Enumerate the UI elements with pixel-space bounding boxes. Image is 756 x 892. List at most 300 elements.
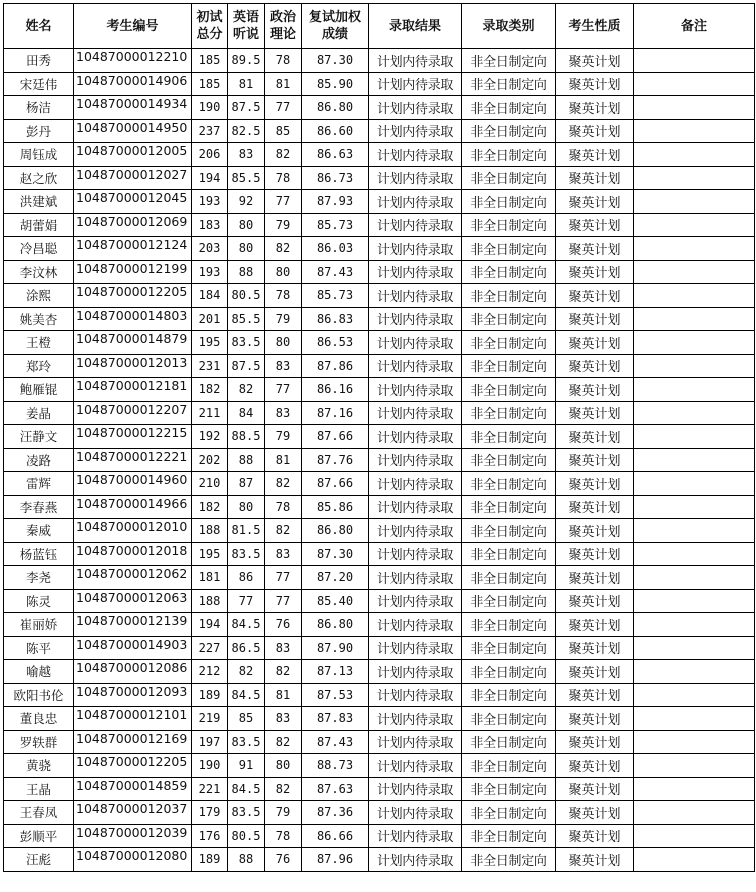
cell-id: 10487000012027: [74, 166, 192, 190]
cell-category: 非全日制定向: [462, 848, 556, 872]
cell-id: 10487000014879: [74, 331, 192, 355]
cell-result: 计划内待录取: [369, 401, 462, 425]
cell-id: 10487000012139: [74, 613, 192, 637]
cell-category: 非全日制定向: [462, 190, 556, 214]
cell-politics: 78: [265, 495, 302, 519]
cell-name: 冷昌聪: [4, 237, 74, 261]
cell-id: 10487000012086: [74, 660, 192, 684]
cell-initial-total: 188: [192, 589, 228, 613]
table-row: [4, 119, 755, 143]
cell-name: 欧阳书伦: [4, 683, 74, 707]
cell-initial-total: 227: [192, 636, 228, 660]
cell-result: 计划内待录取: [369, 49, 462, 73]
cell-id: 10487000012063: [74, 589, 192, 613]
cell-category: 非全日制定向: [462, 401, 556, 425]
cell-politics: 81: [265, 683, 302, 707]
cell-name: 汪静文: [4, 425, 74, 449]
cell-initial-total: 194: [192, 166, 228, 190]
cell-politics: 79: [265, 425, 302, 449]
cell-retest-score: 87.36: [302, 801, 369, 825]
cell-id: 10487000012010: [74, 519, 192, 543]
cell-nature: 聚英计划: [556, 190, 634, 214]
cell-result: 计划内待录取: [369, 307, 462, 331]
cell-english: 87: [228, 472, 265, 496]
cell-initial-total: 190: [192, 96, 228, 120]
cell-politics: 80: [265, 331, 302, 355]
cell-category: 非全日制定向: [462, 237, 556, 261]
cell-initial-total: 179: [192, 801, 228, 825]
cell-category: 非全日制定向: [462, 754, 556, 778]
cell-retest-score: 87.76: [302, 448, 369, 472]
cell-politics: 78: [265, 824, 302, 848]
cell-nature: 聚英计划: [556, 237, 634, 261]
cell-initial-total: 219: [192, 707, 228, 731]
cell-english: 85.5: [228, 166, 265, 190]
cell-result: 计划内待录取: [369, 96, 462, 120]
cell-politics: 81: [265, 448, 302, 472]
cell-retest-score: 87.83: [302, 707, 369, 731]
cell-initial-total: 185: [192, 49, 228, 73]
cell-id: 10487000012221: [74, 448, 192, 472]
cell-id: 10487000012124: [74, 237, 192, 261]
cell-name: 杨蓝钰: [4, 542, 74, 566]
cell-name: 彭丹: [4, 119, 74, 143]
cell-name: 陈平: [4, 636, 74, 660]
cell-category: 非全日制定向: [462, 730, 556, 754]
cell-initial-total: 195: [192, 331, 228, 355]
cell-name: 胡蕾娟: [4, 213, 74, 237]
cell-category: 非全日制定向: [462, 683, 556, 707]
cell-nature: 聚英计划: [556, 425, 634, 449]
cell-retest-score: 87.30: [302, 542, 369, 566]
cell-nature: 聚英计划: [556, 777, 634, 801]
cell-initial-total: 183: [192, 213, 228, 237]
cell-initial-total: 192: [192, 425, 228, 449]
cell-remark: [634, 213, 755, 237]
cell-name: 罗轶群: [4, 730, 74, 754]
cell-nature: 聚英计划: [556, 495, 634, 519]
cell-politics: 79: [265, 307, 302, 331]
cell-result: 计划内待录取: [369, 331, 462, 355]
cell-initial-total: 182: [192, 495, 228, 519]
table-body: [4, 49, 755, 872]
cell-english: 80.5: [228, 284, 265, 308]
cell-id: 10487000012205: [74, 284, 192, 308]
cell-english: 87.5: [228, 96, 265, 120]
cell-id: 10487000012199: [74, 260, 192, 284]
cell-remark: [634, 472, 755, 496]
cell-category: 非全日制定向: [462, 495, 556, 519]
cell-english: 81.5: [228, 519, 265, 543]
cell-name: 王春凤: [4, 801, 74, 825]
cell-retest-score: 86.66: [302, 824, 369, 848]
cell-politics: 83: [265, 401, 302, 425]
cell-id: 10487000012215: [74, 425, 192, 449]
cell-politics: 82: [265, 730, 302, 754]
cell-retest-score: 86.60: [302, 119, 369, 143]
cell-politics: 83: [265, 636, 302, 660]
cell-english: 88: [228, 448, 265, 472]
cell-retest-score: 87.43: [302, 730, 369, 754]
cell-politics: 78: [265, 166, 302, 190]
cell-result: 计划内待录取: [369, 119, 462, 143]
cell-result: 计划内待录取: [369, 72, 462, 96]
table-row: [4, 96, 755, 120]
cell-english: 83.5: [228, 542, 265, 566]
table-row: [4, 636, 755, 660]
cell-result: 计划内待录取: [369, 730, 462, 754]
cell-result: 计划内待录取: [369, 260, 462, 284]
cell-result: 计划内待录取: [369, 566, 462, 590]
cell-category: 非全日制定向: [462, 660, 556, 684]
cell-nature: 聚英计划: [556, 448, 634, 472]
cell-english: 86.5: [228, 636, 265, 660]
header-name: 姓名: [4, 4, 74, 49]
cell-category: 非全日制定向: [462, 354, 556, 378]
cell-remark: [634, 425, 755, 449]
cell-nature: 聚英计划: [556, 824, 634, 848]
table-row: [4, 589, 755, 613]
cell-id: 10487000012069: [74, 213, 192, 237]
cell-retest-score: 87.96: [302, 848, 369, 872]
table-row: [4, 519, 755, 543]
cell-english: 82.5: [228, 119, 265, 143]
cell-id: 10487000014859: [74, 777, 192, 801]
cell-name: 凌路: [4, 448, 74, 472]
cell-category: 非全日制定向: [462, 166, 556, 190]
cell-name: 鲍雁锟: [4, 378, 74, 402]
cell-english: 84.5: [228, 613, 265, 637]
cell-retest-score: 86.16: [302, 378, 369, 402]
cell-politics: 82: [265, 777, 302, 801]
header-initial-total: 初试 总分: [192, 4, 228, 49]
cell-name: 姚美杏: [4, 307, 74, 331]
cell-id: 10487000014803: [74, 307, 192, 331]
cell-politics: 76: [265, 613, 302, 637]
cell-initial-total: 202: [192, 448, 228, 472]
table-row: [4, 213, 755, 237]
cell-id: 10487000012101: [74, 707, 192, 731]
cell-nature: 聚英计划: [556, 683, 634, 707]
cell-english: 88: [228, 848, 265, 872]
cell-id: 10487000014903: [74, 636, 192, 660]
cell-category: 非全日制定向: [462, 284, 556, 308]
cell-category: 非全日制定向: [462, 542, 556, 566]
cell-remark: [634, 378, 755, 402]
cell-id: 10487000012181: [74, 378, 192, 402]
cell-retest-score: 87.66: [302, 425, 369, 449]
cell-english: 84: [228, 401, 265, 425]
cell-retest-score: 86.83: [302, 307, 369, 331]
cell-nature: 聚英计划: [556, 613, 634, 637]
cell-nature: 聚英计划: [556, 401, 634, 425]
cell-nature: 聚英计划: [556, 72, 634, 96]
cell-english: 88: [228, 260, 265, 284]
table-row: [4, 143, 755, 167]
cell-politics: 79: [265, 801, 302, 825]
table-row: [4, 354, 755, 378]
cell-politics: 83: [265, 707, 302, 731]
cell-retest-score: 88.73: [302, 754, 369, 778]
cell-retest-score: 87.53: [302, 683, 369, 707]
table-row: [4, 566, 755, 590]
table-row: [4, 237, 755, 261]
cell-name: 崔丽娇: [4, 613, 74, 637]
cell-remark: [634, 589, 755, 613]
cell-remark: [634, 519, 755, 543]
table-row: [4, 613, 755, 637]
header-remark: 备注: [634, 4, 755, 49]
cell-politics: 82: [265, 143, 302, 167]
cell-name: 董良忠: [4, 707, 74, 731]
cell-politics: 77: [265, 96, 302, 120]
cell-result: 计划内待录取: [369, 213, 462, 237]
cell-retest-score: 85.73: [302, 213, 369, 237]
cell-name: 秦威: [4, 519, 74, 543]
cell-category: 非全日制定向: [462, 119, 556, 143]
cell-remark: [634, 848, 755, 872]
cell-retest-score: 85.86: [302, 495, 369, 519]
cell-nature: 聚英计划: [556, 119, 634, 143]
cell-result: 计划内待录取: [369, 143, 462, 167]
table-row: [4, 754, 755, 778]
cell-english: 80: [228, 213, 265, 237]
cell-name: 姜晶: [4, 401, 74, 425]
cell-nature: 聚英计划: [556, 260, 634, 284]
cell-retest-score: 86.80: [302, 613, 369, 637]
cell-remark: [634, 307, 755, 331]
cell-retest-score: 86.73: [302, 166, 369, 190]
cell-remark: [634, 613, 755, 637]
cell-nature: 聚英计划: [556, 801, 634, 825]
cell-retest-score: 87.63: [302, 777, 369, 801]
cell-politics: 79: [265, 213, 302, 237]
cell-nature: 聚英计划: [556, 636, 634, 660]
cell-id: 10487000014960: [74, 472, 192, 496]
cell-name: 洪建斌: [4, 190, 74, 214]
cell-retest-score: 86.80: [302, 519, 369, 543]
cell-remark: [634, 542, 755, 566]
cell-nature: 聚英计划: [556, 96, 634, 120]
cell-category: 非全日制定向: [462, 72, 556, 96]
cell-name: 李汶林: [4, 260, 74, 284]
cell-politics: 82: [265, 519, 302, 543]
table-row: [4, 284, 755, 308]
cell-remark: [634, 119, 755, 143]
cell-id: 10487000014950: [74, 119, 192, 143]
table-row: [4, 331, 755, 355]
header-english: 英语 听说: [228, 4, 265, 49]
cell-remark: [634, 495, 755, 519]
cell-english: 83.5: [228, 801, 265, 825]
table-row: [4, 425, 755, 449]
cell-retest-score: 87.43: [302, 260, 369, 284]
table-row: [4, 495, 755, 519]
cell-remark: [634, 566, 755, 590]
cell-english: 84.5: [228, 683, 265, 707]
cell-category: 非全日制定向: [462, 143, 556, 167]
cell-initial-total: 237: [192, 119, 228, 143]
cell-initial-total: 194: [192, 613, 228, 637]
cell-name: 宋廷伟: [4, 72, 74, 96]
cell-remark: [634, 401, 755, 425]
cell-id: 10487000012093: [74, 683, 192, 707]
header-id: 考生编号: [74, 4, 192, 49]
cell-nature: 聚英计划: [556, 213, 634, 237]
cell-remark: [634, 237, 755, 261]
cell-category: 非全日制定向: [462, 707, 556, 731]
cell-retest-score: 85.73: [302, 284, 369, 308]
cell-result: 计划内待录取: [369, 378, 462, 402]
cell-category: 非全日制定向: [462, 613, 556, 637]
cell-nature: 聚英计划: [556, 472, 634, 496]
cell-retest-score: 87.66: [302, 472, 369, 496]
cell-nature: 聚英计划: [556, 307, 634, 331]
cell-id: 10487000012039: [74, 824, 192, 848]
cell-name: 涂熙: [4, 284, 74, 308]
cell-category: 非全日制定向: [462, 213, 556, 237]
cell-retest-score: 87.86: [302, 354, 369, 378]
cell-retest-score: 87.16: [302, 401, 369, 425]
cell-remark: [634, 754, 755, 778]
cell-english: 80: [228, 237, 265, 261]
cell-politics: 83: [265, 542, 302, 566]
cell-politics: 77: [265, 378, 302, 402]
cell-politics: 82: [265, 472, 302, 496]
cell-politics: 78: [265, 49, 302, 73]
cell-result: 计划内待录取: [369, 425, 462, 449]
cell-english: 83.5: [228, 730, 265, 754]
cell-name: 黄骁: [4, 754, 74, 778]
cell-result: 计划内待录取: [369, 519, 462, 543]
cell-nature: 聚英计划: [556, 754, 634, 778]
cell-initial-total: 201: [192, 307, 228, 331]
cell-category: 非全日制定向: [462, 801, 556, 825]
cell-initial-total: 176: [192, 824, 228, 848]
table-row: [4, 824, 755, 848]
header-nature: 考生性质: [556, 4, 634, 49]
cell-id: 10487000012080: [74, 848, 192, 872]
cell-name: 王橙: [4, 331, 74, 355]
cell-id: 10487000012207: [74, 401, 192, 425]
cell-english: 89.5: [228, 49, 265, 73]
cell-politics: 80: [265, 260, 302, 284]
cell-name: 彭顺平: [4, 824, 74, 848]
cell-initial-total: 206: [192, 143, 228, 167]
table-row: [4, 378, 755, 402]
cell-nature: 聚英计划: [556, 730, 634, 754]
cell-english: 85: [228, 707, 265, 731]
cell-initial-total: 211: [192, 401, 228, 425]
cell-result: 计划内待录取: [369, 354, 462, 378]
cell-english: 81: [228, 72, 265, 96]
cell-politics: 81: [265, 72, 302, 96]
cell-politics: 77: [265, 190, 302, 214]
cell-nature: 聚英计划: [556, 589, 634, 613]
cell-initial-total: 210: [192, 472, 228, 496]
cell-remark: [634, 284, 755, 308]
cell-remark: [634, 683, 755, 707]
cell-result: 计划内待录取: [369, 589, 462, 613]
cell-english: 87.5: [228, 354, 265, 378]
cell-english: 85.5: [228, 307, 265, 331]
cell-english: 82: [228, 378, 265, 402]
cell-id: 10487000012013: [74, 354, 192, 378]
cell-retest-score: 87.90: [302, 636, 369, 660]
cell-result: 计划内待录取: [369, 707, 462, 731]
cell-id: 10487000012062: [74, 566, 192, 590]
cell-nature: 聚英计划: [556, 284, 634, 308]
table-row: [4, 49, 755, 73]
cell-politics: 85: [265, 119, 302, 143]
cell-name: 汪彪: [4, 848, 74, 872]
cell-result: 计划内待录取: [369, 472, 462, 496]
cell-id: 10487000012169: [74, 730, 192, 754]
cell-initial-total: 193: [192, 190, 228, 214]
cell-category: 非全日制定向: [462, 589, 556, 613]
cell-category: 非全日制定向: [462, 519, 556, 543]
cell-name: 郑玲: [4, 354, 74, 378]
cell-name: 雷辉: [4, 472, 74, 496]
cell-politics: 82: [265, 237, 302, 261]
cell-name: 周钰成: [4, 143, 74, 167]
table-row: [4, 730, 755, 754]
cell-result: 计划内待录取: [369, 777, 462, 801]
cell-category: 非全日制定向: [462, 260, 556, 284]
admission-table: [3, 3, 755, 872]
cell-english: 82: [228, 660, 265, 684]
cell-nature: 聚英计划: [556, 542, 634, 566]
cell-id: 10487000012018: [74, 542, 192, 566]
cell-result: 计划内待录取: [369, 542, 462, 566]
cell-retest-score: 87.93: [302, 190, 369, 214]
cell-initial-total: 189: [192, 683, 228, 707]
table-row: [4, 777, 755, 801]
cell-result: 计划内待录取: [369, 754, 462, 778]
cell-category: 非全日制定向: [462, 425, 556, 449]
cell-category: 非全日制定向: [462, 636, 556, 660]
cell-category: 非全日制定向: [462, 472, 556, 496]
cell-category: 非全日制定向: [462, 96, 556, 120]
cell-initial-total: 221: [192, 777, 228, 801]
cell-retest-score: 87.20: [302, 566, 369, 590]
cell-retest-score: 85.90: [302, 72, 369, 96]
cell-english: 77: [228, 589, 265, 613]
cell-politics: 83: [265, 354, 302, 378]
cell-nature: 聚英计划: [556, 378, 634, 402]
cell-category: 非全日制定向: [462, 824, 556, 848]
cell-remark: [634, 824, 755, 848]
cell-id: 10487000012205: [74, 754, 192, 778]
cell-category: 非全日制定向: [462, 566, 556, 590]
cell-english: 88.5: [228, 425, 265, 449]
cell-initial-total: 193: [192, 260, 228, 284]
cell-category: 非全日制定向: [462, 378, 556, 402]
table-row: [4, 190, 755, 214]
cell-remark: [634, 190, 755, 214]
cell-politics: 76: [265, 848, 302, 872]
cell-name: 杨洁: [4, 96, 74, 120]
cell-nature: 聚英计划: [556, 848, 634, 872]
cell-result: 计划内待录取: [369, 448, 462, 472]
cell-result: 计划内待录取: [369, 166, 462, 190]
cell-result: 计划内待录取: [369, 848, 462, 872]
cell-remark: [634, 801, 755, 825]
cell-remark: [634, 777, 755, 801]
cell-remark: [634, 636, 755, 660]
cell-initial-total: 185: [192, 72, 228, 96]
table-row: [4, 848, 755, 872]
